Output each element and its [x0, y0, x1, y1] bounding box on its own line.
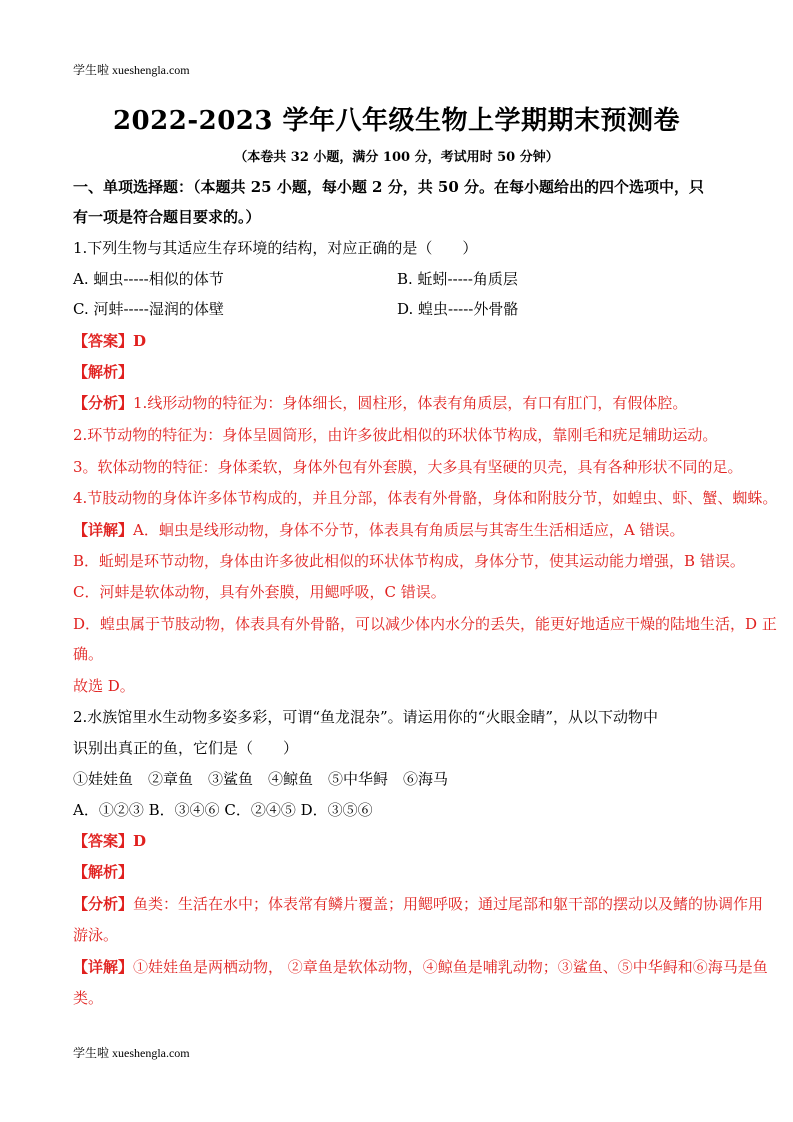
- q2-detail-line2: 类。: [73, 989, 104, 1007]
- q1-answer: [73, 330, 146, 351]
- q1-option-b: B. 蚯蚓-----角质层: [397, 270, 518, 288]
- q1-answer-value: D: [133, 332, 147, 350]
- q1-conclusion: 故选 D。: [73, 677, 135, 695]
- q2-answer-value: D: [133, 832, 147, 850]
- q1-fenxi-label: 【分析】: [73, 394, 134, 412]
- section-heading-line2: 有一项是符合题目要求的。）: [73, 208, 261, 226]
- q2-fenxi-label: 【分析】: [73, 895, 134, 913]
- q1-answer-label: 【答案】: [73, 332, 134, 350]
- q2-answer: [73, 830, 146, 851]
- q2-stem-line2: 识别出真正的鱼，它们是（ ）: [73, 739, 299, 757]
- section-heading-line1: 一、单项选择题：（本题共 25 小题，每小题 2 分，共 50 分。在每小题给出的四个选项中，只: [73, 178, 705, 196]
- q2-items: ①娃娃鱼 ②章鱼 ③鲨鱼 ④鲸鱼 ⑤中华鲟 ⑥海马: [73, 770, 449, 788]
- q1-fenxi-2: 2.环节动物的特征为：身体呈圆筒形，由许多彼此相似的环状体节构成，靠刚毛和疣足辅助运动。: [73, 426, 718, 444]
- q1-fenxi-3: 3。软体动物的特征：身体柔软，身体外包有外套膜，大多具有坚硬的贝壳，具有各种形状不同的足。: [73, 458, 743, 476]
- q2-xiangjie-label: 【详解】: [73, 958, 134, 976]
- q1-fenxi-1-text: 1.线形动物的特征为：身体细长，圆柱形，体表有角质层，有口有肛门，有假体腔。: [133, 394, 688, 412]
- q1-detail-c: C．河蚌是软体动物，具有外套膜，用鳃呼吸，C 错误。: [73, 583, 446, 601]
- page-subtitle: （本卷共 32 小题，满分 100 分，考试用时 50 分钟）: [234, 150, 559, 165]
- footer-site: 学生啦 xueshengla.com: [73, 1046, 190, 1060]
- q1-detail-d-line1: D．蝗虫属于节肢动物，体表具有外骨骼，可以减少体内水分的丢失，能更好地适应干燥的陆地生活，D 正: [73, 615, 777, 633]
- q2-answer-label: 【答案】: [73, 832, 134, 850]
- q2-detail-line1: [73, 956, 768, 977]
- q2-fenxi-line1: [73, 893, 763, 914]
- header-site: 学生啦 xueshengla.com: [73, 63, 190, 77]
- q1-detail-a: [73, 519, 684, 540]
- q1-detail-a-text: A．蛔虫是线形动物，身体不分节，体表具有角质层与其寄生生活相适应，A 错误。: [133, 521, 685, 539]
- q2-fenxi-text: 鱼类：生活在水中；体表常有鳞片覆盖；用鳃呼吸；通过尾部和躯干部的摆动以及鳍的协调作用: [133, 895, 764, 913]
- q1-option-a: A. 蛔虫-----相似的体节: [73, 270, 224, 288]
- page-title: 2022-2023 学年八年级生物上学期期末预测卷: [112, 106, 681, 136]
- q1-xiangjie-label: 【详解】: [73, 521, 134, 539]
- q1-stem: 1.下列生物与其适应生存环境的结构，对应正确的是（ ）: [73, 239, 478, 257]
- q1-fenxi-1: [73, 392, 687, 413]
- q1-option-c: C. 河蚌-----湿润的体壁: [73, 300, 224, 318]
- q1-fenxi-4: 4.节肢动物的身体许多体节构成的，并且分部，体表有外骨骼，身体和附肢分节，如蝗虫、虾、蟹、蜘蛛。: [73, 489, 778, 507]
- q2-options: A．①②③ B．③④⑥ C．②④⑤ D．③⑤⑥: [73, 801, 373, 819]
- q1-option-d: D. 蝗虫-----外骨骼: [397, 300, 519, 318]
- q2-fenxi-line2: 游泳。: [73, 926, 119, 944]
- q1-detail-d-line2: 确。: [73, 645, 104, 663]
- q2-analysis-label: 【解析】: [73, 863, 134, 881]
- q2-detail-text: ①娃娃鱼是两栖动物， ②章鱼是软体动物，④鲸鱼是哺乳动物；③鲨鱼、⑤中华鲟和⑥海马是鱼: [133, 958, 768, 976]
- q2-stem-line1: 2.水族馆里水生动物多姿多彩，可谓“鱼龙混杂”。请运用你的“火眼金睛”，从以下动物中: [73, 708, 658, 726]
- q1-analysis-label: 【解析】: [73, 363, 134, 381]
- q1-detail-b: B．蚯蚓是环节动物，身体由许多彼此相似的环状体节构成，身体分节，使其运动能力增强，B 错误。: [73, 552, 745, 570]
